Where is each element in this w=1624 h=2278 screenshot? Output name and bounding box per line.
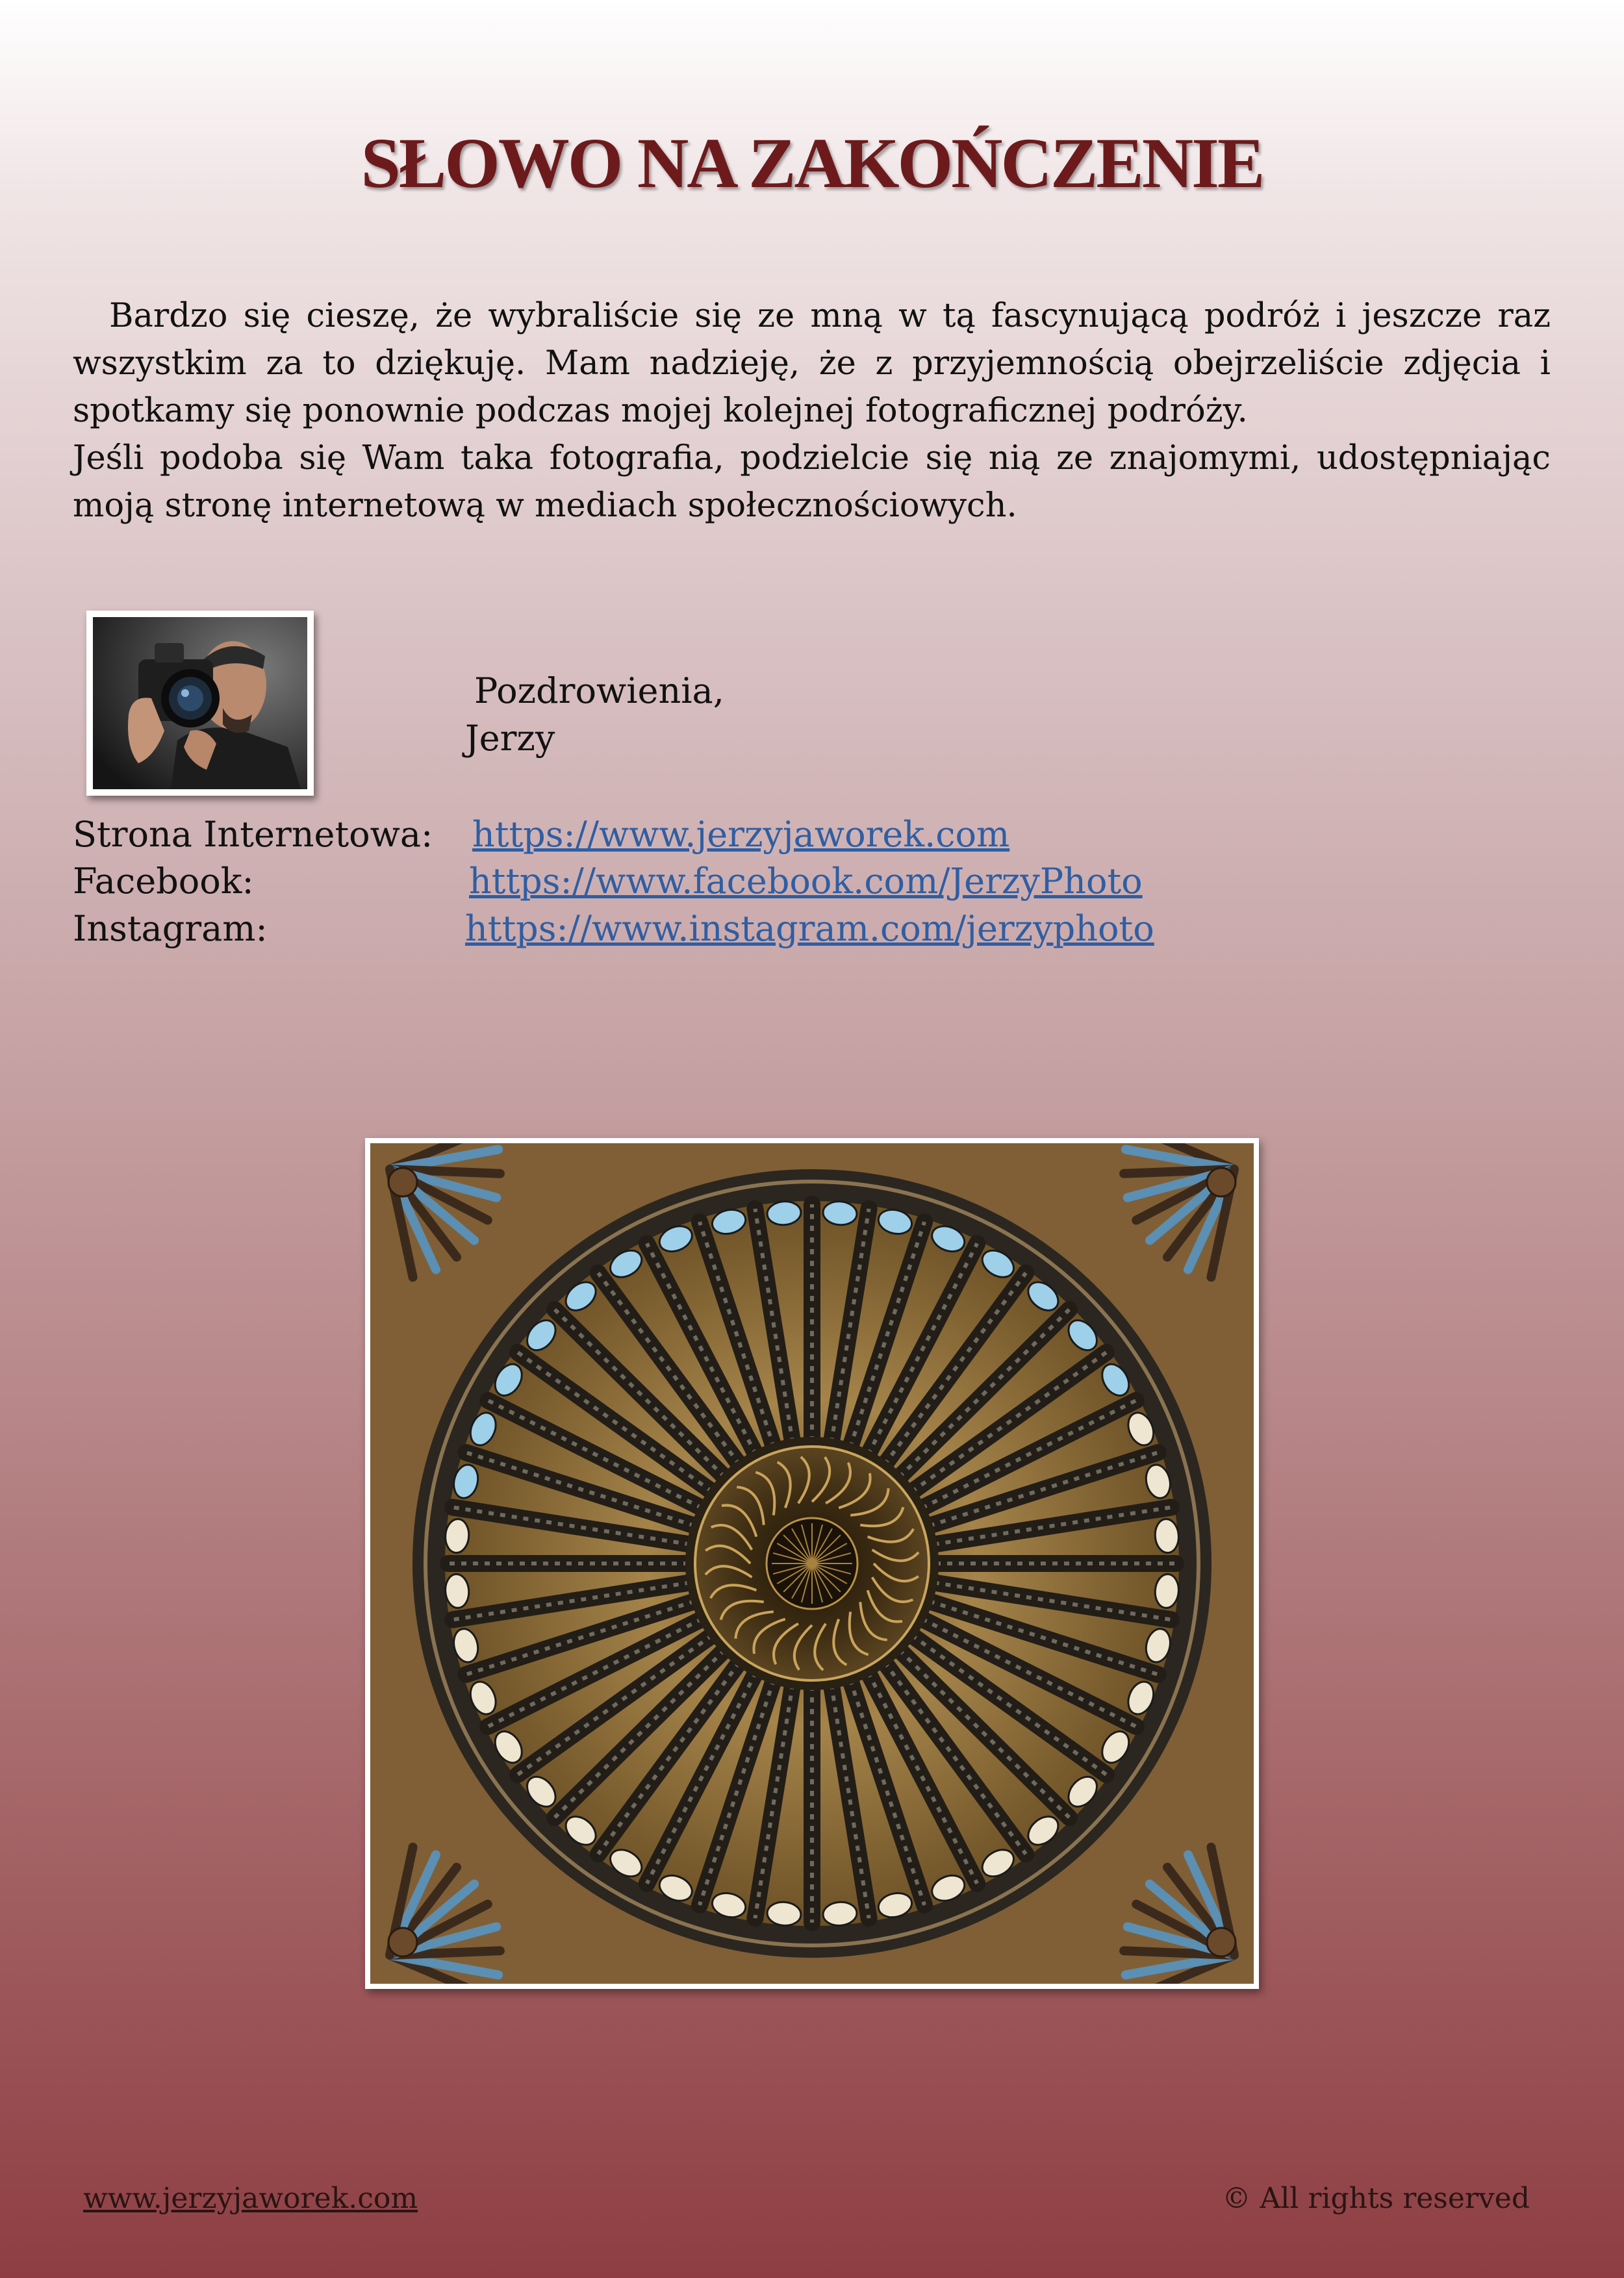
dome-interior-image bbox=[370, 1143, 1254, 1984]
intro-text bbox=[73, 292, 1551, 529]
website-label: Strona Internetowa: bbox=[73, 814, 433, 855]
website-link[interactable]: https://www.jerzyjaworek.com bbox=[472, 814, 1010, 855]
intro-paragraph-2: Jeśli podoba się Wam taka fotografia, podzielcie się nią ze znajomymi, udostępniając moją stronę internetową w mediach społecznościowych. bbox=[73, 439, 1551, 525]
dome-photo bbox=[365, 1138, 1259, 1989]
footer-website-link[interactable]: www.jerzyjaworek.com bbox=[83, 2182, 418, 2215]
photographer-portrait-image bbox=[93, 617, 307, 789]
copyright-notice: © All rights reserved bbox=[1222, 2182, 1530, 2215]
page-title: SŁOWO NA ZAKOŃCZENIE bbox=[361, 123, 1263, 203]
facebook-label: Facebook: bbox=[73, 861, 254, 902]
greeting-line: Pozdrowienia, bbox=[474, 670, 724, 711]
facebook-link[interactable]: https://www.facebook.com/JerzyPhoto bbox=[469, 861, 1143, 902]
intro-paragraph-1: Bardzo się cieszę, że wybraliście się ze mną w tą fascynującą podróż i jeszcze raz wszystkim za to dziękuję. Mam nadzieję, że z przyjemnością obejrzeliście zdjęcia i spotkamy się ponownie podczas mojej kolejnej fotograficznej podróży. bbox=[73, 297, 1551, 430]
author-signature: Jerzy bbox=[465, 718, 555, 759]
instagram-link[interactable]: https://www.instagram.com/jerzyphoto bbox=[465, 908, 1154, 949]
instagram-label: Instagram: bbox=[73, 908, 268, 949]
author-photo bbox=[86, 611, 314, 796]
